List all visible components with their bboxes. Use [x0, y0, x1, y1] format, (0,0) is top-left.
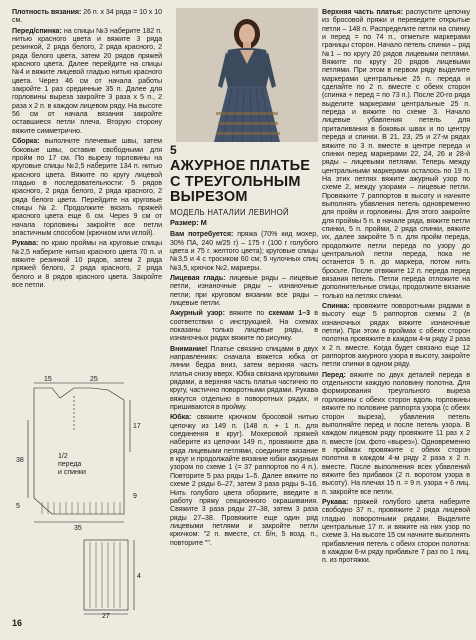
paragraph-back: Спинка: провяжите поворотными рядами в высоту еще 5 раппортов схемы 2 (в изнаночных рядах вяжите изнаночные петли). При этом в проймах с обеих сторон полотна провяжите в каждом 4-м ряду 2 раза х 2 п. вместе. Когда будет связано еще 12 раппортов ажурного узора в высоту, закройте петли спинки в одном ряду. — [322, 302, 470, 369]
model-title-line-1: АЖУРНОЕ ПЛАТЬЕ — [170, 158, 311, 174]
schema-w-neck: 25 — [90, 376, 98, 383]
model-number: 5 — [170, 143, 177, 157]
model-author: МОДЕЛЬ НАТАЛИИ ЛЕВИНОЙ — [170, 207, 289, 217]
schema-sleeve-h: 4 — [137, 573, 141, 580]
paragraph-skirt: Юбка: свяжите крючком бросовой нитью цепочку из 149 п. (148 п. + 1 п. для соединения в круг). Мохеровой пряжей наберите из цепочки 149 п., провяжите два ряда лицевыми петлями, соедините вязание в круг и продолжайте вязание юбки ажурным узором по схеме 1 (= 37 раппортов по 4 п.). Повторите 5 раз ряды 1–5. Далее вяжите по схеме 2 ряды 6–27, затем 3 раза ряды 9–16. Нить голубого цвета оборвите, введите в работу пряжу секционного окрашивания. Свяжите 3 раза ряды 27–38, затем 3 раза ряды 27–38. Провяжите еще один ряд лицевыми петлями и закройте петли крючком: "2 п. вместе, ст. б/н, 5 возд. п., повторите "". — [170, 413, 318, 547]
pattern-schema — [12, 376, 162, 620]
paragraph-stockinette: Лицевая гладь: лицевые ряды – лицевые петли, изнаночные ряды – изнаночные петли; при круговом вязании все ряды – лицевые петли. — [170, 273, 318, 307]
paragraph-front: Перед: вяжите по двух деталей переда в отдельности каждую половину полотна. Для формирования треугольного выреза горловины с обеих сторон вдоль горловины вяжите по половине раппорта узора (с обеих сторон выреза), убавления петель выполняйте перед и после петель узора. В каждом лицевом ряду провяжите 11 раз х 2 п. вместе (см. фото «вырез»). Одновременно в проймах провяжите с обеих сторон полотна в каждом 4-м ряду 2 раза х 2 п. вместе. После выполнения всех убавлений вяжите без прибавок (2 п. воротом узора в высоту). На плечах 15 п. = 9 п. узора + 6 лиц. п. закройте все петли. — [322, 370, 470, 496]
schema-h-small: 9 — [133, 493, 137, 500]
model-title-block — [170, 144, 318, 227]
paragraph-sleeves: Рукава: по краю проймы на круговые спицы №2,5 наберите нитью красного цвета 70 п. и вяжите резинкой 10 рядов, затем 2 ряда пряжей белого, 2 ряда красного, 2 ряда белого и 8 рядов красного цвета. Закройте все петли. — [12, 239, 162, 289]
page-number: 16 — [12, 618, 23, 628]
paragraph-materials: Вам потребуется: пряжа (70% кид мохер, 30% ПА, 240 м/25 г) – 175 г (100 г голубого цвета и 75 г. желтого цвета); круговые спицы №3,5 и 4 с тросиком 60 см; 5 чулочных спиц №3,5, крючок №2, маркеры. — [170, 230, 319, 272]
paragraph-front-back: Перед/спинка: на спицы №3 наберите 182 п. нитью красного цвета и вяжите 3 ряда резинкой, 2 ряда белого, 2 ряда красного, 2 ряда белого цвета, затем 20 рядов пряжей красного цвета. Далее перейдите на спицы №4 и вяжите лицевой гладью нитью красного цвета. Через 46 см от начала работы закройте 1 раз срединные 35 п. Далее для горловины выреза закройте 3 раза х 5 п., 2 раза х 2 п. в каждом лицевом ряду. На высоте 56 см от начала вязания закройте оставшиеся петли плеча. Вторую сторону вяжите симметрично. — [12, 26, 162, 135]
text-column-3 — [322, 8, 470, 567]
schema-h-armhole: 17 — [133, 423, 141, 430]
paragraph-gauge: Плотность вязания: 26 п. х 34 ряда = 10 х 10 см. — [12, 8, 162, 25]
schema-h-side: 38 — [16, 457, 24, 464]
model-title-line-3: ВЫРЕЗОМ — [170, 189, 248, 205]
text-column-2 — [170, 144, 318, 549]
model-title-line-2: С ТРЕУГОЛЬНЫМ — [170, 173, 301, 190]
schema-label-1: 1/2 — [58, 453, 68, 460]
paragraph-attention: Внимание! Платье связано спицами в двух направлениях: сначала вяжется юбка от линии бедра вниз, затем верхняя часть платья снизу вверх. Юбка связана круговыми рядами, а верхняя часть платья частично по кругу, частично поворотными рядами. Рукава вяжутся отдельно в поворотных рядах, и пришиваются в пройму. — [170, 344, 318, 412]
schema-sleeve-w: 27 — [102, 613, 110, 620]
schema-label-3: и спинки — [58, 469, 86, 476]
paragraph-assembly: Сборка: выполните плечевые швы, затем боковые швы, оставив свободными для пройм по 17 см. По вырезу горловины на круговые спицы №2,5 наберите 134 п. нитью красного цвета. Вяжите по кругу лицевой гладью в последовательности: 5 рядов красного, 2 ряда белого, 2 ряда красного, 2 ряда белого цвета. Перейдите на круговые спицы №2. Продолжите вязать пряжей красного цвета еще 6 см. Через 9 см от начала горловины закройте все петли эластичным способом (крючком или иглой). — [12, 137, 162, 237]
woman-in-dress-image — [176, 8, 318, 142]
model-size: Размер: М — [170, 217, 207, 227]
model-photo — [176, 8, 318, 142]
schema-h-front: 5 — [16, 503, 20, 510]
text-column-1 — [12, 8, 162, 291]
schema-drawing — [12, 376, 162, 620]
paragraph-sleeves-dress: Рукава: пряжей голубого цвета наберите свободно 37 п., провяжите 2 ряда лицевой гладью поворотными рядами. Выделите центральные 17 п. и вяжите на них узор по схеме 3. На высоте 15 см начните выполнять прибавления петель с обеих сторон полотна: в каждом 6-м ряду прибавьте 7 раз по 1 лиц. п. из протяжки. — [322, 497, 470, 565]
schema-label-2: переда — [58, 461, 82, 468]
paragraph-lace: Ажурный узор: вяжите по схемам 1–3 в соответствии с инструкцией. На схемах показаны только лицевые ряды, в изнаночных рядах вяжите по рисунку. — [170, 309, 318, 343]
paragraph-bodice: Верхняя часть платья: распустите цепочку из бросовой пряжи и переведите открытые петли – 148 п. Распределите петли на спинку и перед = по 74 п., отметьте маркерами границы сторон. Начало петель спинки – ряд №1 – по кругу 20 рядов лицевыми петлями. Вяжите по кругу 20 рядов лицевыми петлями. При этом в первом ряду выделите маркерами центральные 25 п. переда и сделайте по 2 п. вместе с обеих сторон (спинка + перед = по 73 п.). После 20-го ряда выделите маркерами центральные 25 п. переда и вяжите по схеме 3. Начало лицевые убавления петель для приталивания в боковых швах и по центру переда и спинки. В 21, 23, 25 и 27-м рядах вяжите по 3 п. вместе в центре переда и спинки перед маркерами 22, 24, 26 и 28-й ряды – лицевыми петлями. Теперь между центральными маркерами осталось по 19 п. На этих петлях вяжите ажурный узор по схеме 2, между узорами – лицевые петли. Провяжите 7 раппортов в высоту и начните выполнять убавления петель одновременно для пройм и горловины. Для этого закройте для проймы 5 п. в начале ряда, вяжите петли спинки, 5 п. пройми, 2 ряда спинки, вяжите их, далее закройте 5 п. для пройм переда, продолжите петли переда по узору до центральной петли переда, пока не останется 5 п. до маркера, потом нить бросьте. После отвяжите 12 п. переда перед вязания петель. Петли переда отложите на дополнительные спицы, продолжите вязание только на петлях спинки. — [322, 8, 470, 300]
schema-w-top: 15 — [44, 376, 52, 383]
schema-w-half: 35 — [74, 525, 82, 532]
